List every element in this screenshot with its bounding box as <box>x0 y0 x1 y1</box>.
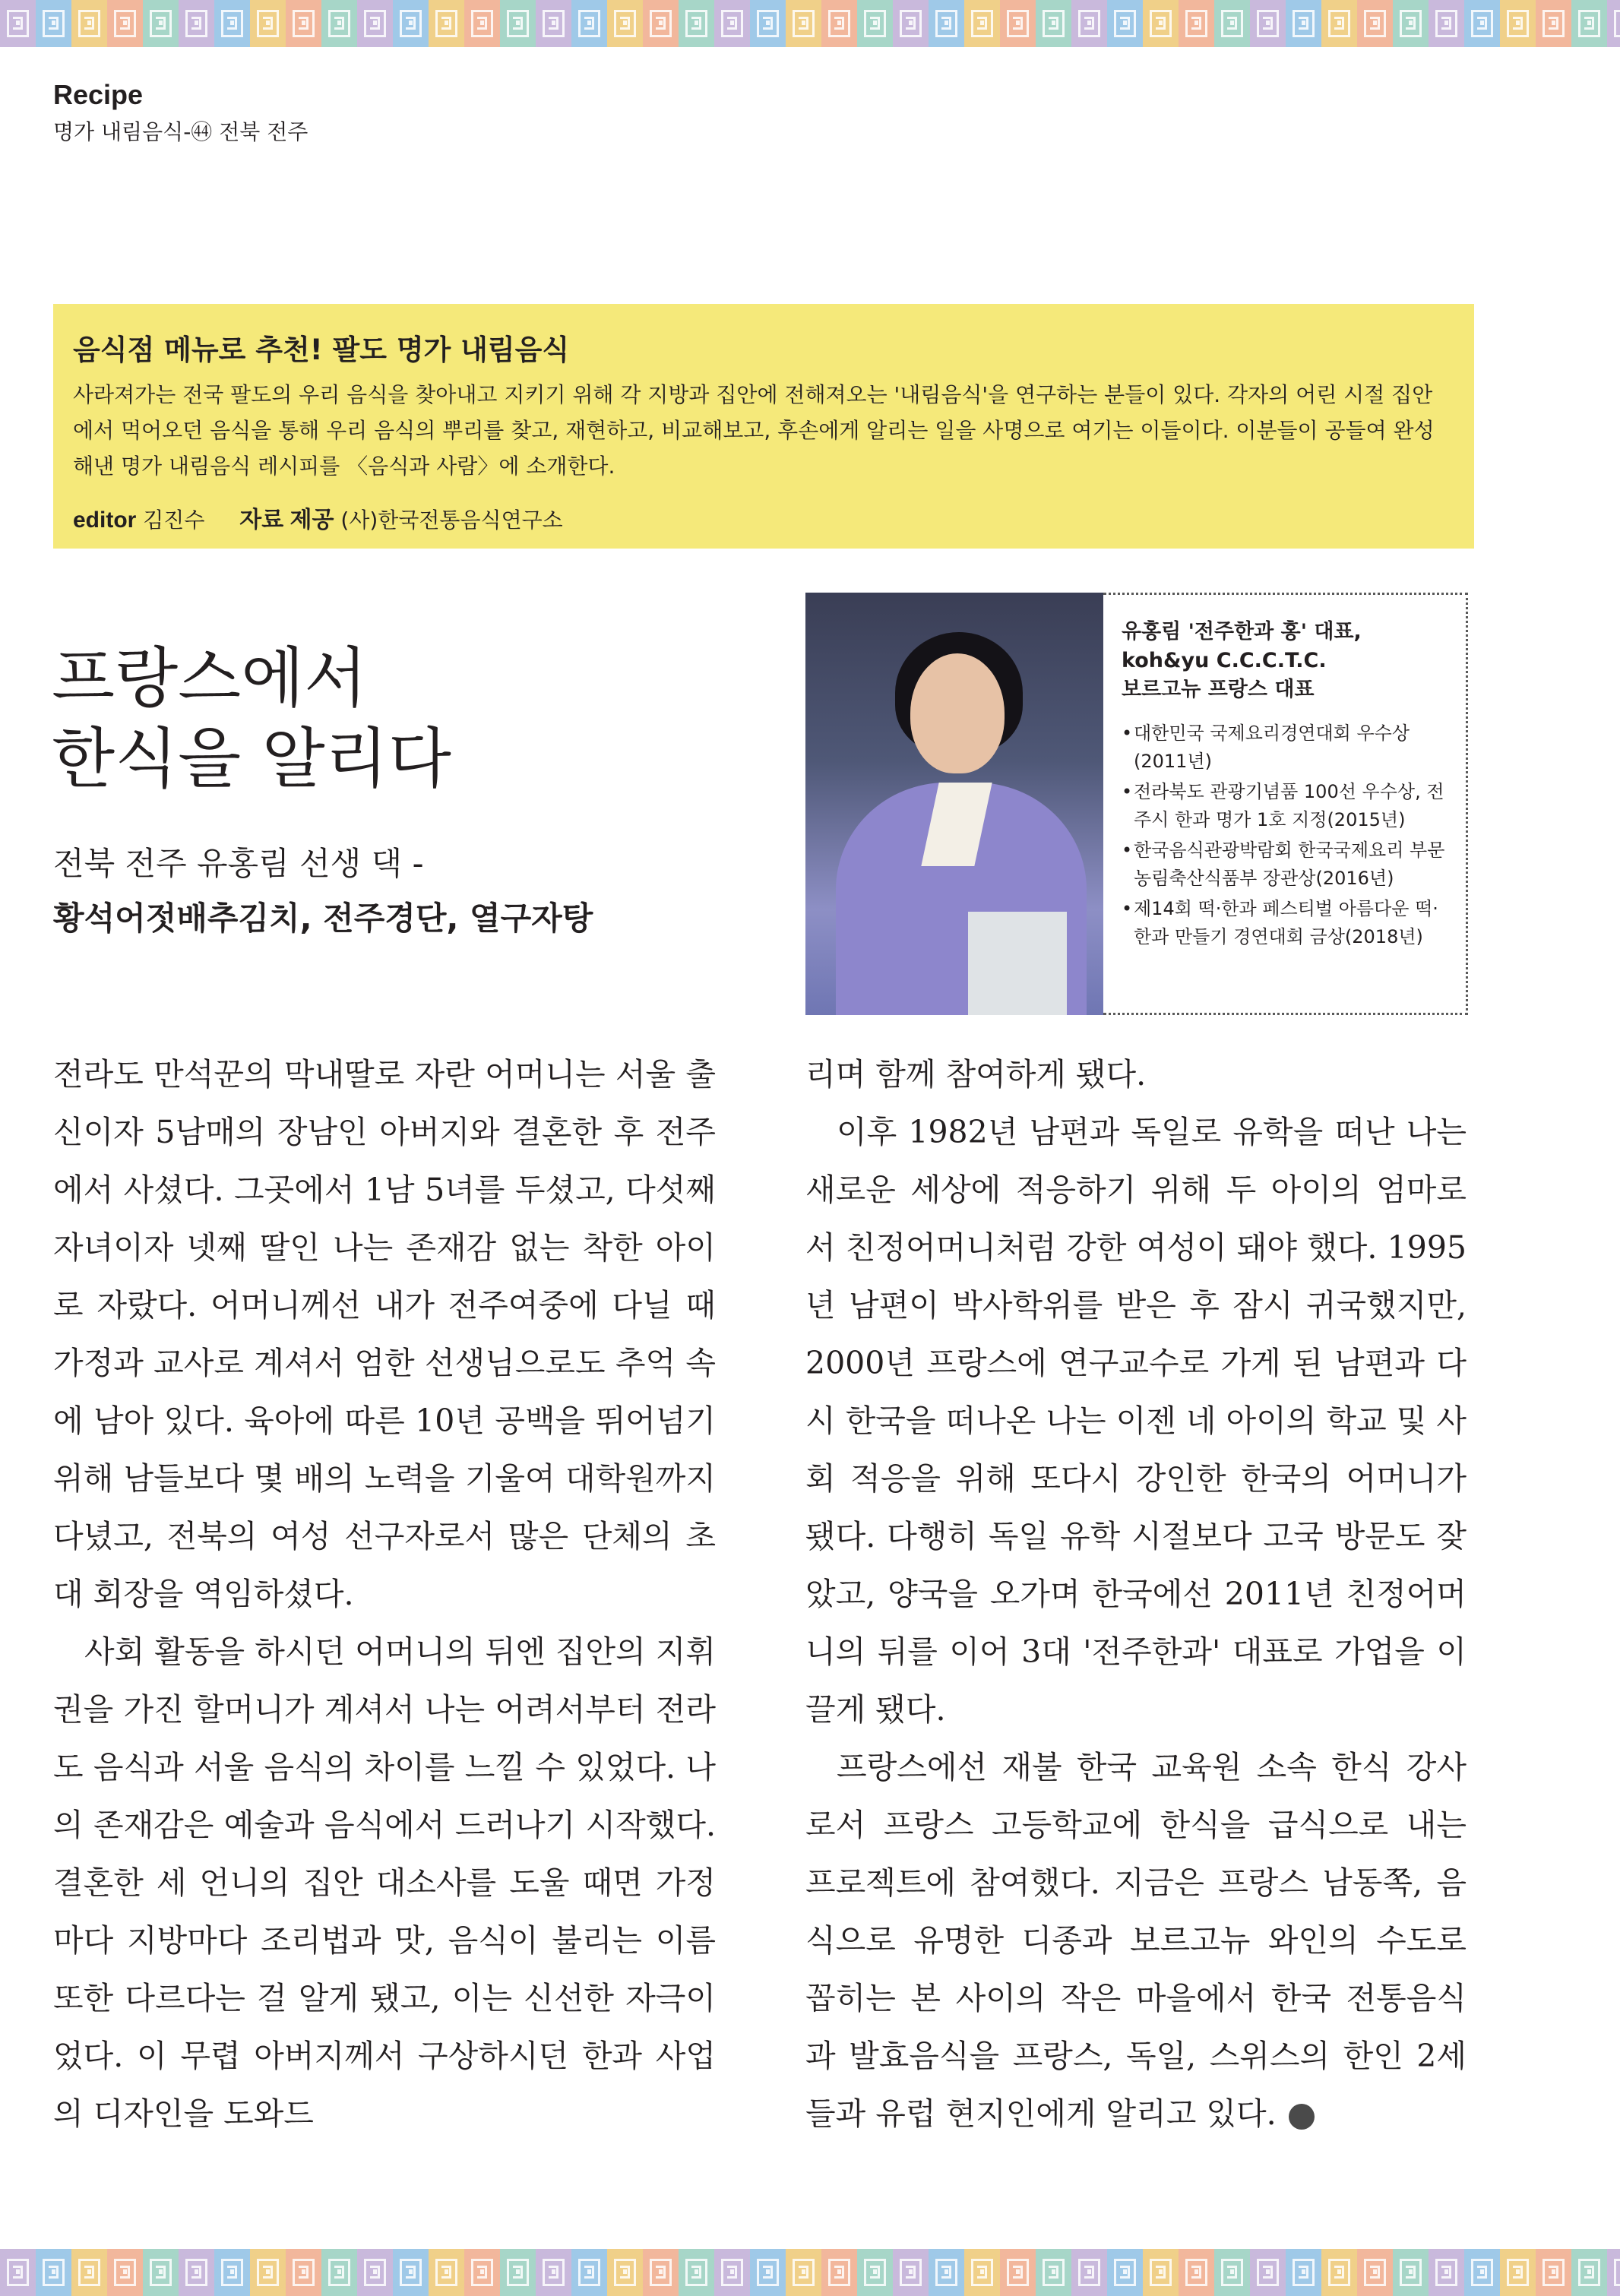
greek-key-pattern-icon <box>893 0 929 47</box>
greek-key-pattern-icon <box>929 0 964 47</box>
article-title-line2: 한식을 알리다 <box>52 721 451 797</box>
editor-name: 김진수 <box>143 508 205 533</box>
greek-key-pattern-icon <box>179 2249 214 2296</box>
greek-key-pattern-icon <box>1214 0 1250 47</box>
profile-card <box>805 593 1468 1015</box>
greek-key-pattern-icon <box>1107 2249 1143 2296</box>
article-title-line1: 프랑스에서 <box>52 640 368 716</box>
paragraph: 사회 활동을 하시던 어머니의 뒤엔 집안의 지휘권을 가진 할머니가 계셔서 나는 어려서부터 전라도 음식과 서울 음식의 차이를 느낄 수 있었다. 나의 존재감은 예술과 음식에서 드러나기 시작했다. 결혼한 세 언니의 집안 대소사를 도울 때면 가정마다 지방마다 조리법과 맛, 음식이 불리는 이름 또한 다르다는 걸 알게 됐고, 이는 신선한 자극이었다. 이 무렵 아버지께서 구상하시던 한과 사업의 디자인을 도와드 <box>53 1633 716 2132</box>
greek-key-pattern-icon <box>536 2249 571 2296</box>
profile-photo <box>805 593 1103 1015</box>
greek-key-pattern-icon <box>36 0 71 47</box>
greek-key-pattern-icon <box>214 2249 250 2296</box>
greek-key-pattern-icon <box>214 0 250 47</box>
greek-key-pattern-icon <box>250 0 286 47</box>
greek-key-pattern-icon <box>1429 0 1464 47</box>
intro-heading: 음식점 메뉴로 추천! 팔도 명가 내림음식 <box>73 334 570 366</box>
greek-key-pattern-icon <box>1143 2249 1179 2296</box>
source-label: 자료 제공 <box>239 508 334 533</box>
greek-key-pattern-icon <box>643 0 679 47</box>
paragraph: 전라도 만석꾼의 막내딸로 자란 어머니는 서울 출신이자 5남매의 장남인 아버지와 결혼한 후 전주에서 사셨다. 그곳에서 1남 5녀를 두셨고, 다섯째 자녀이자 넷째 딸인 나는 존재감 없는 착한 아이로 자랐다. 어머니께선 내가 전주여중에 다닐 때 가정과 교사로 계셔서 엄한 선생님으로도 추억 속에 남아 있다. 육아에 따른 10년 공백을 뛰어넘기 위해 남들보다 몇 배의 노력을 기울여 대학원까지 다녔고, 전북의 여성 선구자로서 많은 단체의 초대 회장을 역임하셨다. <box>53 1056 716 1612</box>
greek-key-pattern-icon <box>250 2249 286 2296</box>
greek-key-pattern-icon <box>1393 0 1429 47</box>
award-item: • 제14회 떡·한과 페스티벌 아름다운 떡·한과 만들기 경연대회 금상(2018년) <box>1122 895 1449 951</box>
greek-key-pattern-icon <box>1286 2249 1321 2296</box>
greek-key-pattern-icon <box>571 2249 607 2296</box>
greek-key-pattern-icon <box>1536 2249 1571 2296</box>
greek-key-pattern-icon <box>1357 2249 1393 2296</box>
profile-name-line3: 보르고뉴 프랑스 대표 <box>1122 678 1315 701</box>
top-decorative-border <box>0 0 1620 47</box>
greek-key-pattern-icon <box>750 0 786 47</box>
greek-key-pattern-icon <box>1250 2249 1286 2296</box>
profile-name-line2: koh&yu C.C.C.T.C. <box>1122 649 1327 672</box>
greek-key-pattern-icon <box>964 2249 1000 2296</box>
greek-key-pattern-icon <box>786 0 821 47</box>
greek-key-pattern-icon <box>1429 2249 1464 2296</box>
greek-key-pattern-icon <box>1000 2249 1036 2296</box>
profile-name-line1: 유홍림 '전주한과 홍' 대표, <box>1122 620 1362 644</box>
greek-key-pattern-icon <box>1143 0 1179 47</box>
greek-key-pattern-icon <box>357 2249 393 2296</box>
greek-key-pattern-icon <box>821 0 857 47</box>
greek-key-pattern-icon <box>321 2249 357 2296</box>
greek-key-pattern-icon <box>71 0 107 47</box>
greek-key-pattern-icon <box>679 0 714 47</box>
greek-key-pattern-icon <box>1464 2249 1500 2296</box>
article-title <box>52 638 736 799</box>
greek-key-pattern-icon <box>857 0 893 47</box>
greek-key-pattern-icon <box>607 0 643 47</box>
greek-key-pattern-icon <box>1071 0 1107 47</box>
greek-key-pattern-icon <box>1393 2249 1429 2296</box>
greek-key-pattern-icon <box>500 0 536 47</box>
greek-key-pattern-icon <box>0 0 36 47</box>
greek-key-pattern-icon <box>71 2249 107 2296</box>
greek-key-pattern-icon <box>357 0 393 47</box>
paragraph: 리며 함께 참여하게 됐다. <box>805 1056 1147 1093</box>
greek-key-pattern-icon <box>500 2249 536 2296</box>
profile-info <box>1103 593 1468 1015</box>
greek-key-pattern-icon <box>464 0 500 47</box>
greek-key-pattern-icon <box>1607 0 1620 47</box>
greek-key-pattern-icon <box>393 0 429 47</box>
greek-key-pattern-icon <box>1107 0 1143 47</box>
greek-key-pattern-icon <box>143 2249 179 2296</box>
greek-key-pattern-icon <box>1286 0 1321 47</box>
greek-key-pattern-icon <box>1571 2249 1607 2296</box>
greek-key-pattern-icon <box>429 0 464 47</box>
greek-key-pattern-icon <box>1250 0 1286 47</box>
greek-key-pattern-icon <box>643 2249 679 2296</box>
greek-key-pattern-icon <box>1536 0 1571 47</box>
greek-key-pattern-icon <box>571 0 607 47</box>
greek-key-pattern-icon <box>143 0 179 47</box>
profile-name <box>1122 618 1449 704</box>
paragraph: 이후 1982년 남편과 독일로 유학을 떠난 나는 새로운 세상에 적응하기 위해 두 아이의 엄마로서 친정어머니처럼 강한 여성이 돼야 했다. 1995년 남편이 박사학위를 받은 후 잠시 귀국했지만, 2000년 프랑스에 연구교수로 가게 된 남편과 다시 한국을 떠나온 나는 이젠 네 아이의 학교 및 사회 적응을 위해 또다시 강인한 한국의 어머니가 됐다. 다행히 독일 유학 시절보다 고국 방문도 잦았고, 양국을 오가며 한국에선 2011년 친정어머니의 뒤를 이어 3대 '전주한과' 대표로 가업을 이끌게 됐다. <box>805 1114 1467 1728</box>
greek-key-pattern-icon <box>714 2249 750 2296</box>
greek-key-pattern-icon <box>893 2249 929 2296</box>
greek-key-pattern-icon <box>1179 0 1214 47</box>
article-subtitle: 전북 전주 유홍림 선생 댁 - <box>53 845 424 882</box>
intro-body: 사라져가는 전국 팔도의 우리 음식을 찾아내고 지키기 위해 각 지방과 집안에 전해져오는 '내림음식'을 연구하는 분들이 있다. 각자의 어린 시절 집안에서 먹어오던 음식을 통해 우리 음식의 뿌리를 찾고, 재현하고, 비교해보고, 후손에게 알리는 일을 사명으로 여기는 이들이다. 이분들이 공들여 완성해낸 명가 내림음식 레시피를 〈음식과 사람〉에 소개한다. <box>73 382 1435 479</box>
end-of-article-icon <box>1289 2104 1315 2130</box>
greek-key-pattern-icon <box>393 2249 429 2296</box>
greek-key-pattern-icon <box>821 2249 857 2296</box>
intro-box <box>53 304 1474 549</box>
greek-key-pattern-icon <box>1321 0 1357 47</box>
greek-key-pattern-icon <box>1179 2249 1214 2296</box>
series-label: 명가 내림음식-㊹ 전북 전주 <box>53 119 308 144</box>
article-column-left <box>53 1045 716 2143</box>
greek-key-pattern-icon <box>107 2249 143 2296</box>
section-title: Recipe <box>53 79 144 110</box>
editor-label: editor <box>73 508 137 533</box>
greek-key-pattern-icon <box>964 0 1000 47</box>
paragraph-text: 프랑스에선 재불 한국 교육원 소속 한식 강사로서 프랑스 고등학교에 한식을 급식으로 내는 프로젝트에 참여했다. 지금은 프랑스 남동쪽, 음식으로 유명한 디종과 보르고뉴 와인의 수도로 꼽히는 본 사이의 작은 마을에서 한국 전통음식과 발효음식을 프랑스, 독일, 스위스의 한인 2세들과 유럽 현지인에게 알리고 있다. <box>805 1749 1467 2132</box>
greek-key-pattern-icon <box>679 2249 714 2296</box>
greek-key-pattern-icon <box>286 2249 321 2296</box>
greek-key-pattern-icon <box>36 2249 71 2296</box>
greek-key-pattern-icon <box>857 2249 893 2296</box>
greek-key-pattern-icon <box>1571 0 1607 47</box>
greek-key-pattern-icon <box>1000 0 1036 47</box>
greek-key-pattern-icon <box>321 0 357 47</box>
section-header <box>53 79 308 146</box>
article-dishes: 황석어젓배추김치, 전주경단, 열구자탕 <box>53 900 593 937</box>
greek-key-pattern-icon <box>107 0 143 47</box>
greek-key-pattern-icon <box>1071 2249 1107 2296</box>
greek-key-pattern-icon <box>1607 2249 1620 2296</box>
greek-key-pattern-icon <box>714 0 750 47</box>
award-item: • 대한민국 국제요리경연대회 우수상(2011년) <box>1122 719 1449 776</box>
greek-key-pattern-icon <box>1214 2249 1250 2296</box>
source-name: (사)한국전통음식연구소 <box>340 508 563 533</box>
greek-key-pattern-icon <box>179 0 214 47</box>
greek-key-pattern-icon <box>1500 0 1536 47</box>
greek-key-pattern-icon <box>429 2249 464 2296</box>
paragraph <box>805 1738 1467 2143</box>
greek-key-pattern-icon <box>1036 2249 1071 2296</box>
greek-key-pattern-icon <box>1500 2249 1536 2296</box>
award-item: • 전라북도 관광기념품 100선 우수상, 전주시 한과 명가 1호 지정(2015년) <box>1122 778 1449 834</box>
greek-key-pattern-icon <box>750 2249 786 2296</box>
greek-key-pattern-icon <box>1357 0 1393 47</box>
greek-key-pattern-icon <box>536 0 571 47</box>
greek-key-pattern-icon <box>1036 0 1071 47</box>
greek-key-pattern-icon <box>929 2249 964 2296</box>
greek-key-pattern-icon <box>607 2249 643 2296</box>
greek-key-pattern-icon <box>464 2249 500 2296</box>
awards-list <box>1122 719 1449 951</box>
greek-key-pattern-icon <box>1321 2249 1357 2296</box>
article-column-right <box>805 1045 1467 2143</box>
greek-key-pattern-icon <box>1464 0 1500 47</box>
bottom-decorative-border <box>0 2249 1620 2296</box>
award-item: • 한국음식관광박람회 한국국제요리 부문 농림축산식품부 장관상(2016년) <box>1122 836 1449 893</box>
greek-key-pattern-icon <box>286 0 321 47</box>
greek-key-pattern-icon <box>786 2249 821 2296</box>
credit-line <box>73 501 1453 534</box>
greek-key-pattern-icon <box>0 2249 36 2296</box>
